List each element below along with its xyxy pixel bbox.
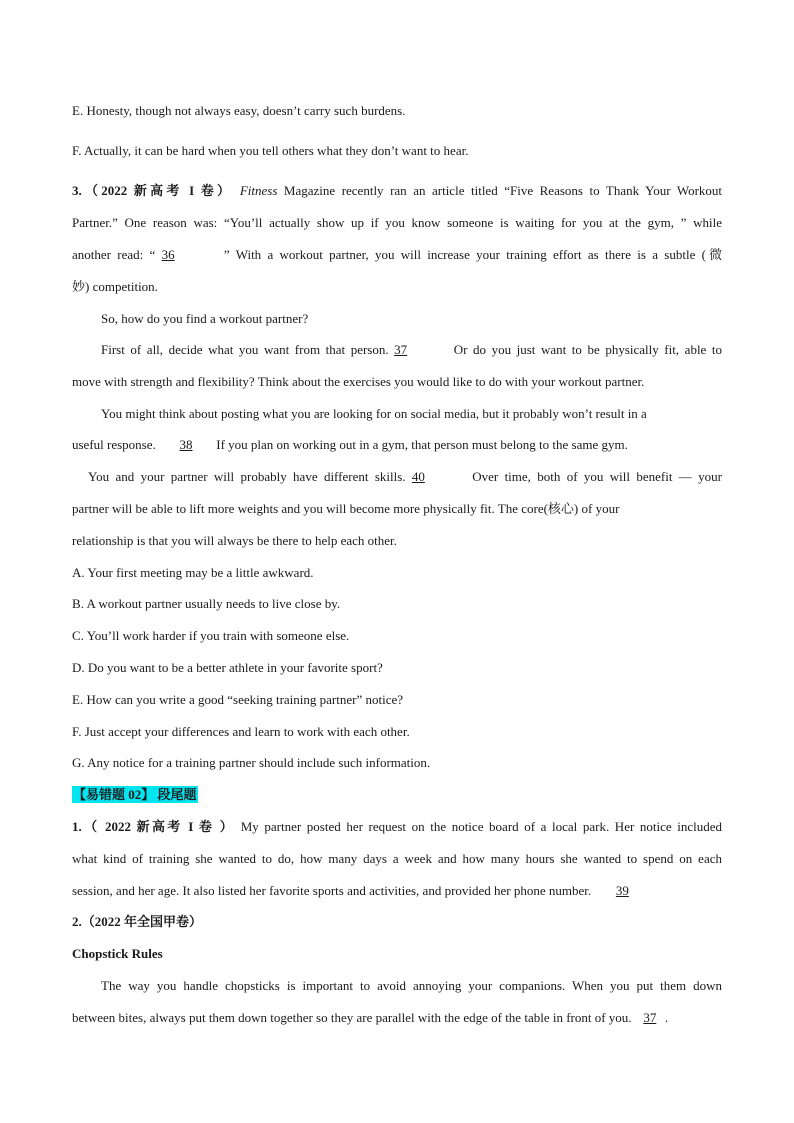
q3-para-5-a: You and your partner will probably have different skills. [88,469,412,484]
q3-para-5-line-1 [88,469,722,485]
q3-para-4-line-1: You might think about posting what you are looking for on social media, but it probably won’t result in a [101,406,647,421]
q3-option-g: G. Any notice for a training partner should include such information. [72,755,431,770]
section-heading [72,787,722,803]
s1-line-1 [72,819,722,835]
q3-para-5-line-3: relationship is that you will always be there to help each other. [72,533,397,548]
s1-label: 1.（ 2022 新高考 I 卷 ） [72,819,236,834]
q3-para-5-b: Over time, both of you will benefit — your [472,469,722,484]
s2-para-1-a: between bites, always put them down together so they are parallel with the edge of the table in front of you. [72,1010,635,1025]
magazine-name: Fitness [239,183,278,198]
s2-title: Chopstick Rules [72,946,163,961]
q3-line-3-a: another read: “ [72,247,162,262]
s2-para-1-line-2 [72,1010,712,1026]
q3-option-c: C. You’ll work harder if you train with someone else. [72,628,350,643]
q3-line-4: 妙) competition. [72,279,158,294]
q3-para-2: So, how do you find a workout partner? [101,311,309,326]
s1-line-1-text: My partner posted her request on the notice board of a local park. Her notice included [240,819,723,834]
blank-40: 40 [411,469,425,484]
q3-line-3-b: ” With a workout partner, you will increase your training effort as there is a subtle (微 [223,247,723,262]
option-e: E. Honesty, though not always easy, doesn’t carry such burdens. [72,103,406,118]
s1-line-3-text: session, and her age. It also listed her favorite sports and activities, and provided her phone number. [72,883,595,898]
q3-label: 3.（2022 新高考 I 卷） [72,183,234,198]
q3-line-3 [72,247,722,263]
q3-para-3-a: First of all, decide what you want from that person. [101,342,395,357]
q3-line-1-text: Magazine recently ran an article titled “Five Reasons to Thank Your Workout [277,183,723,198]
s1-line-3 [72,883,722,899]
s2-label: 2.（2022 年全国甲卷） [72,914,203,929]
s2-para-1-end: . [664,1010,669,1025]
q3-para-5-line-2: partner will be able to lift more weights and you will become more physically fit. The core(核心) of your [72,501,620,516]
q3-para-3-line-1 [101,342,722,358]
blank-36: 36 [161,247,175,262]
s2-para-1-line-1: The way you handle chopsticks is important to avoid annoying your companions. When you put them down [101,978,722,993]
q3-option-b: B. A workout partner usually needs to live close by. [72,596,341,611]
blank-39: 39 [615,883,629,898]
q3-option-d: D. Do you want to be a better athlete in your favorite sport? [72,660,383,675]
q3-line-1 [72,183,722,199]
s2-blank-37: 37 [643,1010,657,1025]
q3-para-3-line-2: move with strength and flexibility? Think about the exercises you would like to do with your workout partner. [72,374,645,389]
q3-option-f: F. Just accept your differences and learn to work with each other. [72,724,410,739]
q3-para-4-b: If you plan on working out in a gym, that person must belong to the same gym. [216,437,628,452]
q3-option-e: E. How can you write a good “seeking training partner” notice? [72,692,404,707]
blank-37: 37 [394,342,408,357]
q3-option-a: A. Your first meeting may be a little awkward. [72,565,314,580]
q3-para-4-line-2 [72,437,722,453]
option-f: F. Actually, it can be hard when you tell others what they don’t want to hear. [72,143,469,158]
s1-line-2: what kind of training she wanted to do, how many days a week and how many hours she wanted to spend on each [72,851,722,866]
q3-para-4-a: useful response. [72,437,160,452]
blank-38: 38 [179,437,193,452]
section-heading-text: 【易错题 02】 段尾题 [73,787,197,802]
q3-line-2: Partner.” One reason was: “You’ll actually show up if you know someone is waiting for you at the gym, ” while [72,215,722,230]
q3-para-3-b: Or do you just want to be physically fit, able to [453,342,722,357]
